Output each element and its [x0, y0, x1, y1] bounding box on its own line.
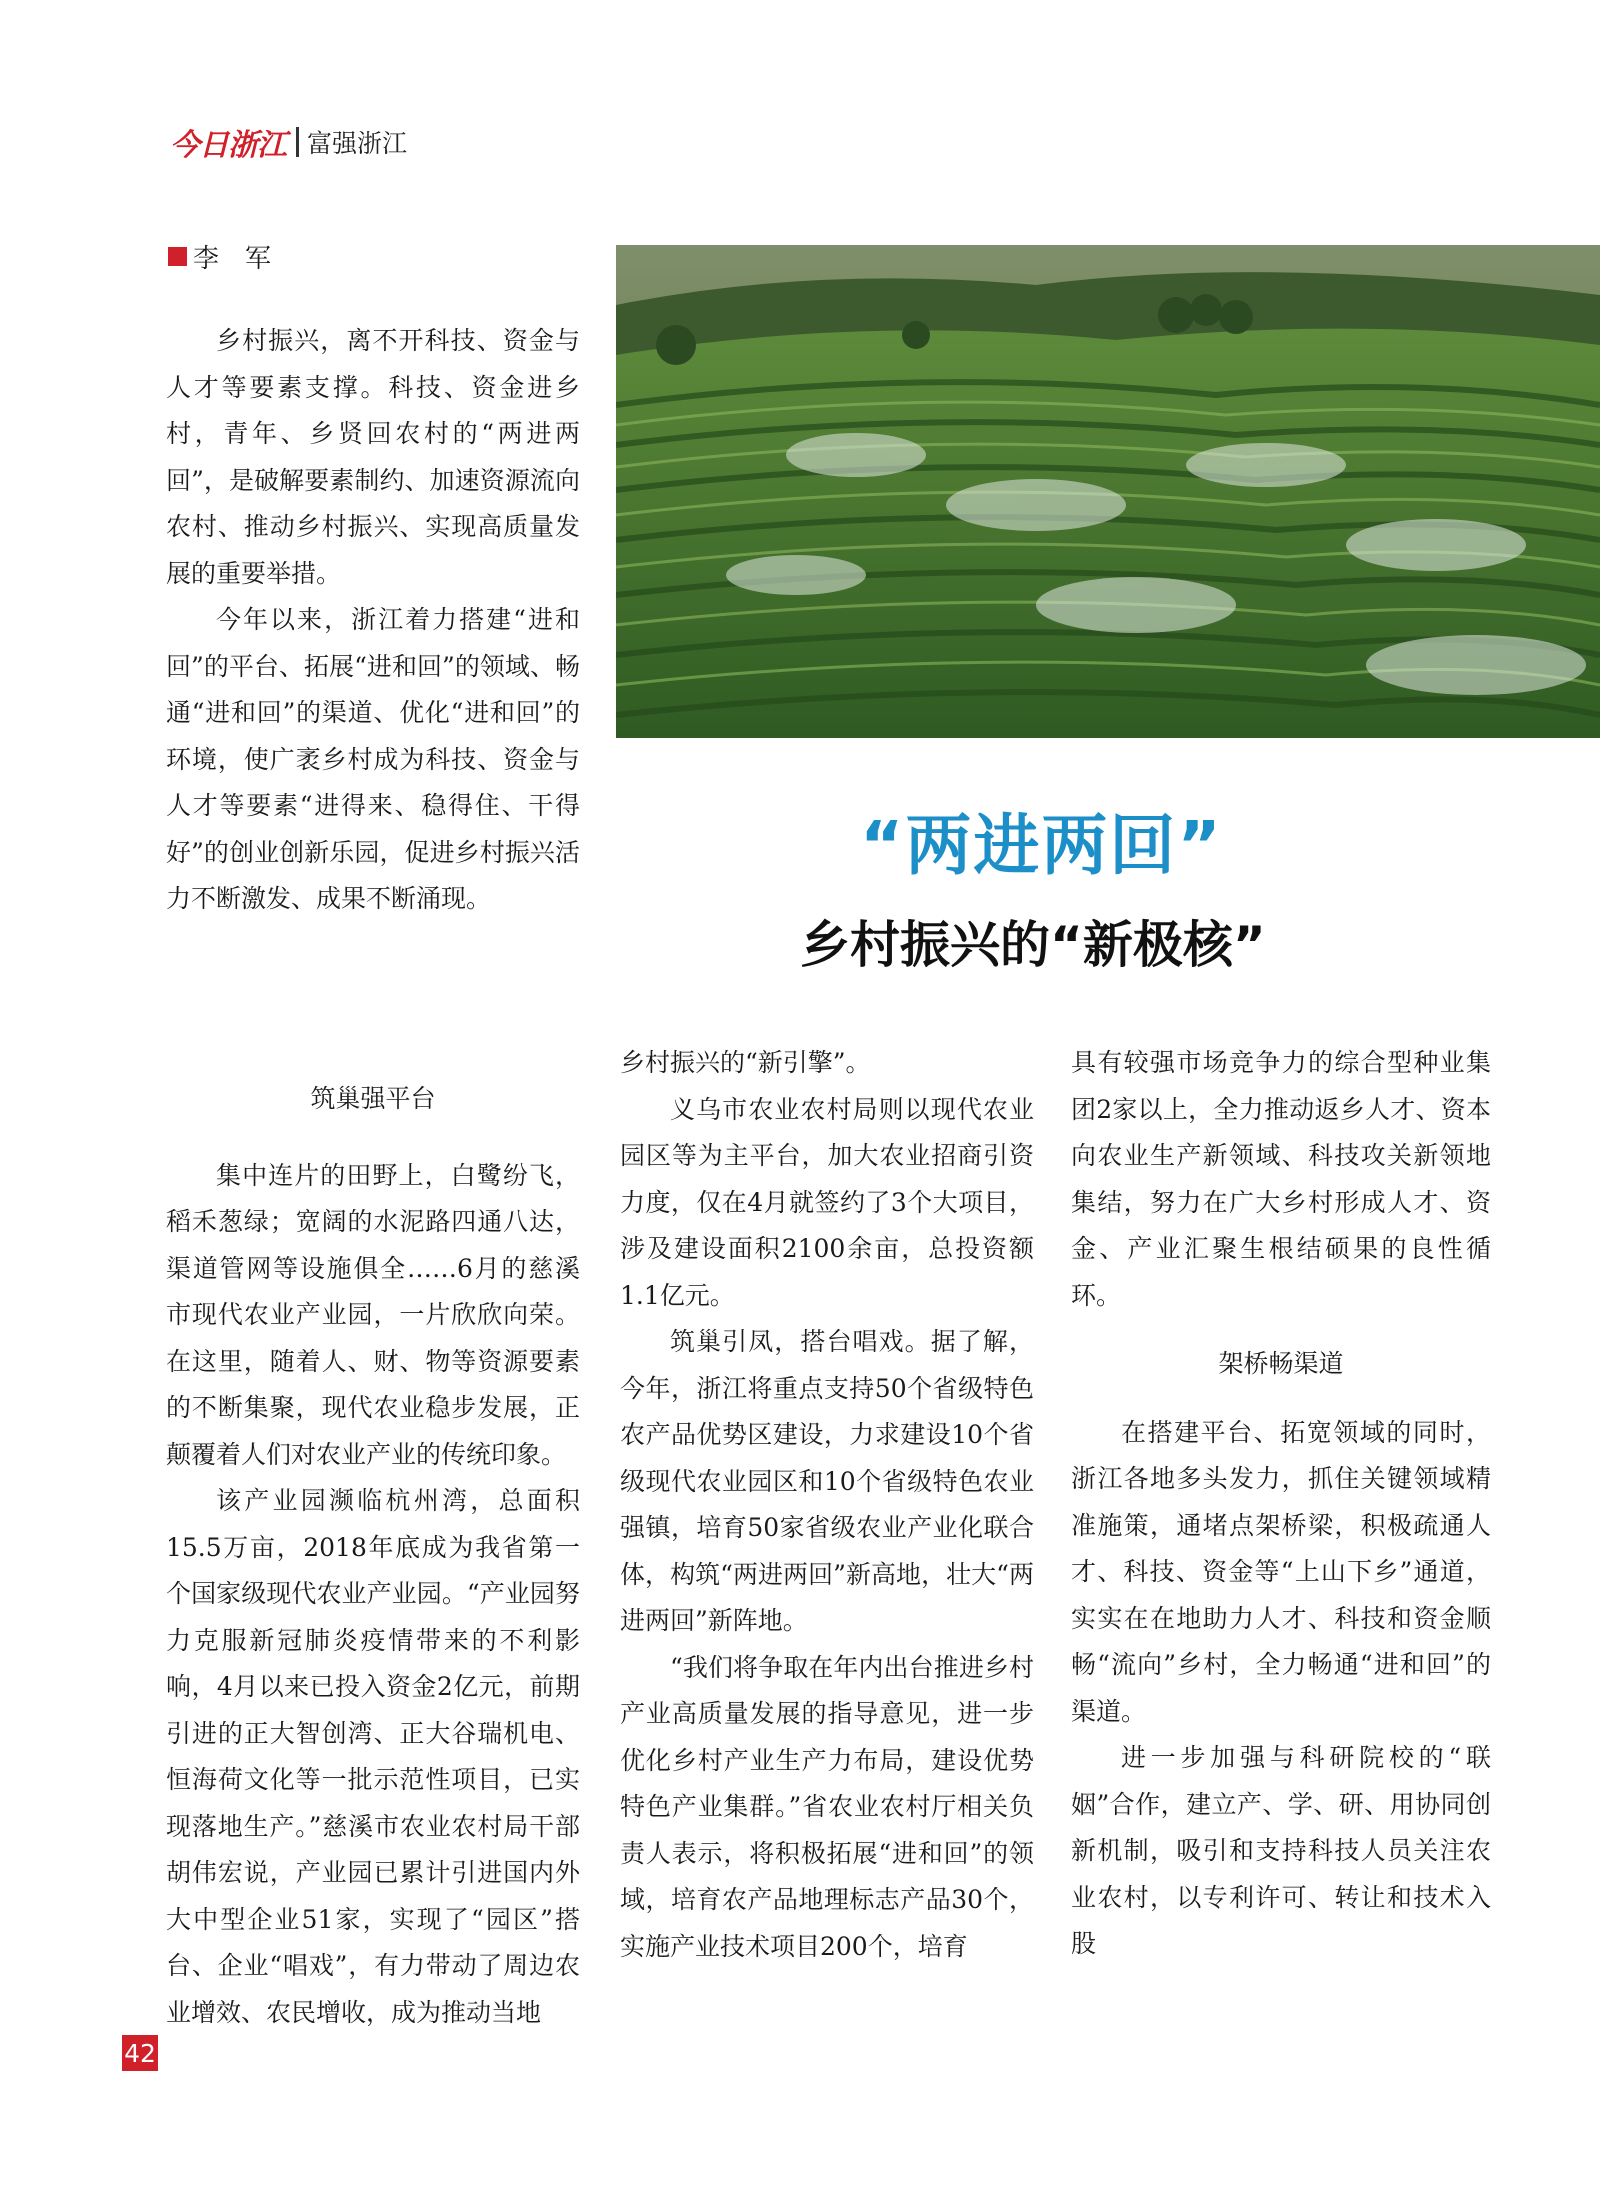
article-subtitle: 乡村振兴的“新极核” [800, 916, 1266, 974]
heading-spacer [166, 1123, 580, 1153]
paragraph: 在搭建平台、拓宽领域的同时，浙江各地多头发力，抓住关键领域精准施策，通堵点架桥梁，积极疏通人才、科技、资金等“上山下乡”通道，实实在在地助力人才、科技和资金顺畅“流向”乡村，全力畅通“进和回”的渠道。 [1071, 1417, 1491, 1726]
paragraph: 筑巢引凤，搭台唱戏。据了解，今年，浙江将重点支持50个省级特色农产品优势区建设，力求建设10个省级现代农业园区和10个省级特色农业强镇，培育50家省级农业产业化联合体，构筑“两进两回”新高地，壮大“两进两回”新阵地。 [620, 1327, 1034, 1635]
section-name: 富强浙江 [307, 129, 408, 158]
column-1-intro [166, 318, 580, 923]
section-heading: 架桥畅渠道 [1218, 1349, 1344, 1378]
paragraph: “我们将争取在年内出台推进乡村产业高质量发展的指导意见，进一步优化乡村产业生产力布局，建设优势特色产业集群。”省农业农村厅相关负责人表示，将积极拓展“进和回”的领域，培育农产品地理标志产品30个，实施产业技术项目200个，培育 [620, 1652, 1034, 1961]
column-3 [1071, 1040, 1491, 1968]
paragraph: 该产业园濒临杭州湾，总面积15.5万亩，2018年底成为我省第一个国家级现代农业产业园。“产业园努力克服新冠肺炎疫情带来的不利影响，4月以来已投入资金2亿元，前期引进的正大智创湾、正大谷瑞机电、恒海荷文化等一批示范性项目，已实现落地生产。”慈溪市农业农村局干部胡伟宏说，产业园已累计引进国内外大中型企业51家，实现了“园区”搭台、企业“唱戏”，有力带动了周边农业增效、农民增收，成为推动当地 [166, 1486, 580, 2027]
heading-spacer [1071, 1388, 1491, 1410]
column-1-body [166, 1076, 580, 2036]
magazine-logo: 今日浙江 [170, 128, 286, 163]
header-divider [296, 127, 299, 157]
photo-illustration [616, 245, 1600, 738]
page-header [170, 122, 407, 162]
paragraph: 进一步加强与科研院校的“联姻”合作，建立产、学、研、用协同创新机制，吸引和支持科技人员关注农业农村，以专利许可、转让和技术入股 [1071, 1743, 1491, 1958]
paragraph: 具有较强市场竞争力的综合型种业集团2家以上，全力推动返乡人才、资本向农业生产新领域、科技攻关新领地集结，努力在广大乡村形成人才、资金、产业汇聚生根结硕果的良性循环。 [1071, 1048, 1491, 1310]
paragraph: 义乌市农业农村局则以现代农业园区等为主平台，加大农业招商引资力度，仅在4月就签约了3个大项目，涉及建设面积2100余亩，总投资额1.1亿元。 [620, 1094, 1034, 1310]
paragraph: 今年以来，浙江着力搭建“进和回”的平台、拓展“进和回”的领域、畅通“进和回”的渠道、优化“进和回”的环境，使广袤乡村成为科技、资金与人才等要素“进得来、稳得住、干得好”的创业创新乐园，促进乡村振兴活力不断激发、成果不断涌现。 [166, 605, 580, 913]
author-name: 李 军 [193, 244, 272, 274]
tea-plantation-photo [616, 245, 1600, 738]
author-line [168, 238, 271, 275]
article-title: “两进两回” [860, 807, 1223, 884]
page-number: 42 [122, 2035, 158, 2071]
column-2 [620, 1040, 1034, 1970]
heading-spacer [1071, 1319, 1491, 1341]
paragraph: 集中连片的田野上，白鹭纷飞，稻禾葱绿；宽阔的水泥路四通八达，渠道管网等设施俱全……6月的慈溪市现代农业产业园，一片欣欣向荣。在这里，随着人、财、物等资源要素的不断集聚，现代农业稳步发展，正颠覆着人们对农业产业的传统印象。 [166, 1160, 580, 1469]
red-square-icon [168, 247, 187, 266]
section-heading: 筑巢强平台 [310, 1084, 436, 1113]
paragraph: 乡村振兴的“新引擎”。 [620, 1048, 871, 1077]
paragraph: 乡村振兴，离不开科技、资金与人才等要素支撑。科技、资金进乡村，青年、乡贤回农村的“两进两回”，是破解要素制约、加速资源流向农村、推动乡村振兴、实现高质量发展的重要举措。 [166, 326, 580, 588]
